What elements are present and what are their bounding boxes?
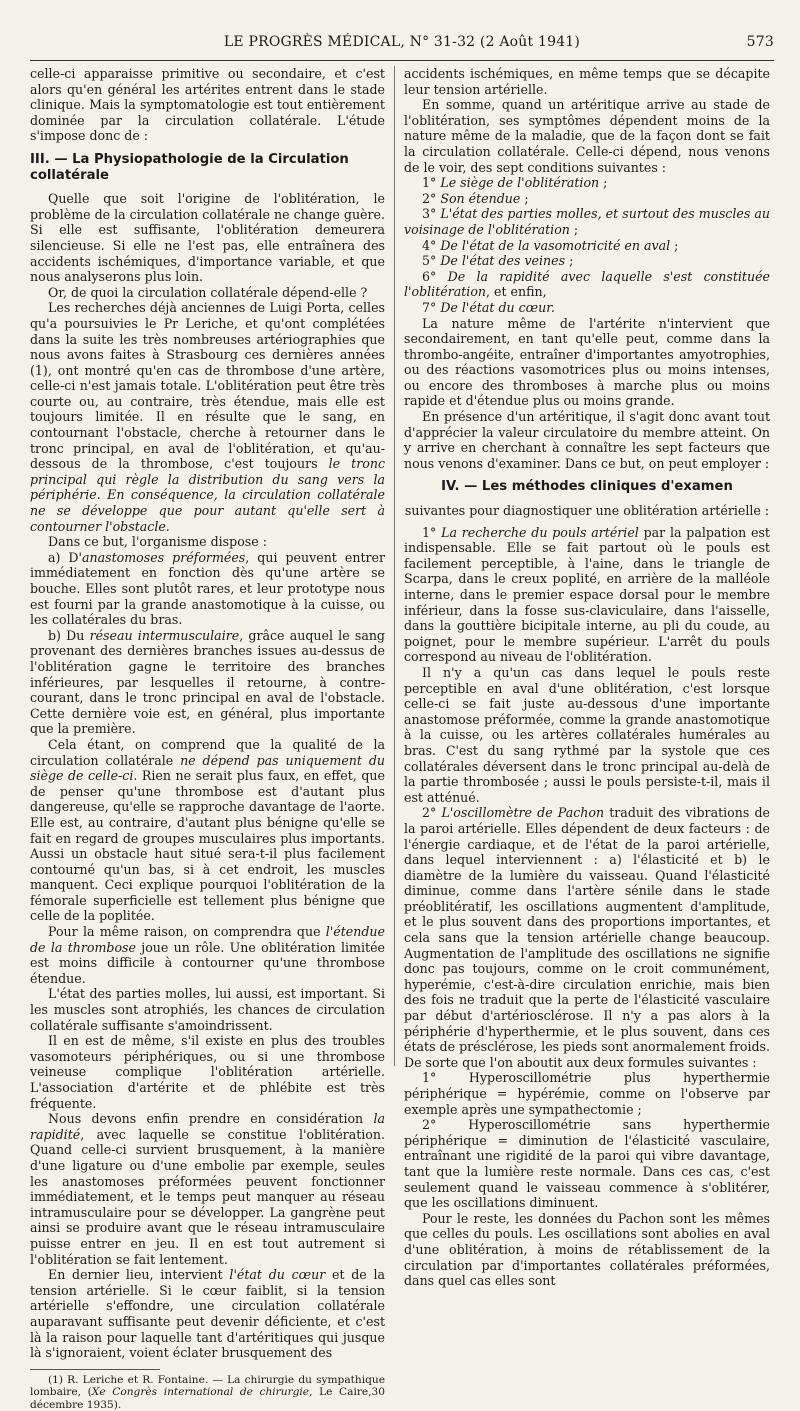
- list-item: [404, 206, 770, 237]
- list-item: [404, 300, 770, 316]
- paragraph: La nature même de l'artérite n'intervient que secondairement, en tant qu'elle peut, comme dans la thrombo-angéite, entraîner d'importantes amyotrophies, ou des réactions vasomotrices plus ou moins intenses, ou encore des thromboses à marche plus ou moins rapide et d'étendue plus ou moins grande.: [404, 315, 770, 409]
- paragraph: [404, 525, 770, 665]
- paragraph: Il n'y a qu'un cas dans lequel le pouls reste perceptible en aval d'une oblitération, c'est lorsque celle-ci se fait juste au-dessous d'une importante anastomose préformée, comme la grande anastomotique à la cuisse, ou les artères collatérales humérales au bras. C'est du sang rythmé par la systole que ces collatérales déversent dans le tronc principal au-delà de la partie thrombosée ; aussi le pouls persiste-t-il, mais il est atténué.: [404, 664, 770, 805]
- list-item: [404, 269, 770, 300]
- italic-run: Son étendue: [440, 190, 521, 206]
- paragraph: En présence d'un artéritique, il s'agit donc avant tout d'apprécier la valeur circulatoire du membre atteint. On y arrive en cherchant à connaître les sept facteurs que nous venons d'examiner. Dans ce but, on peut employer :: [404, 409, 770, 471]
- italic-run: anastomoses préformées: [82, 549, 246, 565]
- text-run: ;: [670, 237, 679, 253]
- text-run: 6°: [422, 268, 448, 284]
- paragraph: En somme, quand un artéritique arrive au stade de l'oblitération, ses symptômes dépendent moins de la nature même de la maladie, que de la façon dont se fait la circulation collatérale. Celle-ci dépend, nous venons de le voir, des sept conditions suivantes :: [404, 97, 770, 175]
- text-run: ;: [520, 190, 529, 206]
- italic-run: L'oscillomètre de Pachon: [441, 805, 605, 821]
- text-run: 7°: [422, 299, 441, 315]
- text-run: traduit des vibrations de la paroi artérielle. Elles dépendent de deux facteurs : de l'énergie cardiaque, et de l'état de la paroi artérielle, dans lequel interviennent : a) l'élasticité et b) le diamètre de la lumière du vaisseau. Quand l'élasticité diminue, comme dans l'artère sénile dans le stade préoblitératif, les oscillations augmentent d'amplitude, et le plus souvent dans des proportions importantes, et cela sans que la tension artérielle change beaucoup. Augmentation de l'amplitude des oscillations ne signifie donc pas toujours, comme on le croit communément, hyperémie, c'est-à-dire circulation enrichie, mais bien des fois ne traduit que la perte de l'élasticité vasculaire par début d'artériosclérose. Il n'y a pas alors à la périphérie d'hyperthermie, et le plus souvent, dans ces états de présclérose, les pieds sont anormalement froids. De sorte que l'on aboutit aux deux formules suivantes :: [404, 805, 770, 1070]
- list-item: [404, 238, 770, 254]
- text-run: et de la tension artérielle. Si le cœur faiblit, si la tension artérielle s'effondre, une circulation collatérale auparavant suffisante peut devenir déficiente, et c'est là la raison pour laquelle tant d'artéritiques qui jusque là s'ignoraient, voient éclater brusquement des: [30, 1267, 386, 1361]
- paragraph: accidents ischémiques, en même temps que se décapite leur tension artérielle.: [404, 66, 770, 97]
- italic-run: réseau intermusculaire: [89, 627, 240, 643]
- right-column: [404, 66, 770, 1289]
- paragraph: L'état des parties molles, lui aussi, est important. Si les muscles sont atrophiés, les chances de circulation collatérale suffisante s'amoindrissent.: [30, 986, 385, 1033]
- italic-run: De la rapidité avec laquelle s'est constituée l'oblitération: [404, 268, 770, 300]
- italic-run: la rapidité: [30, 1111, 385, 1142]
- footnote: [30, 1374, 385, 1411]
- paragraph: [30, 1267, 385, 1361]
- italic-run: De l'état des veines: [440, 253, 566, 269]
- italic-run: Le siège de l'oblitération: [440, 175, 600, 191]
- paragraph: [404, 805, 770, 1070]
- paragraph: Pour le reste, les données du Pachon sont les mêmes que celles du pouls. Les oscillations sont abolies en aval d'une oblitération, à moins de rétablissement de la circulation par d'importantes collatérales préformées, dans quel cas elles sont: [404, 1210, 770, 1289]
- paragraph: [30, 550, 385, 628]
- italic-run: La recherche du pouls artériel: [441, 524, 639, 540]
- text-run: par la palpation est indispensable. Elle se fait partout où le pouls est facilement perceptible, à l'aine, dans le triangle de Scarpa, dans le creux poplité, en arrière de la malléole interne, dans le premier espace dorsal pour le membre inférieur, dans la fosse sus-claviculaire, dans l'aisselle, dans la gouttière bicipitale interne, au pli du coude, au poignet, pour le membre supérieur. L'arrêt du pouls correspond au niveau de l'oblitération.: [404, 524, 770, 665]
- text-run: joue un rôle. Une oblitération limitée est moins difficile à contourner qu'une thrombose étendue.: [30, 939, 385, 986]
- paragraph: [30, 628, 385, 737]
- text-run: 2°: [422, 805, 442, 821]
- paragraph: 2° Hyperoscillométrie sans hyperthermie périphérique = diminution de l'élasticité vasculaire, entraînant une rigidité de la paroi qui vibre davantage, tant que la lumière reste normale. Dans ces cas, c'est seulement quand le vaisseau commence à s'oblitérer, que les oscillations diminuent.: [404, 1117, 770, 1211]
- text-run: , qui peuvent entrer immédiatement en fonction dès qu'une artère se bouche. Elles sont plutôt rares, et leur prototype nous est fourni par la grande anastomotique à la cuisse, ou les collatérales du bras.: [30, 549, 385, 628]
- paragraph: [30, 737, 385, 924]
- page-number: 573: [746, 34, 774, 50]
- text-run: ;: [599, 175, 608, 191]
- paragraph: Dans ce but, l'organisme dispose :: [48, 534, 267, 550]
- text-run: b) Du: [48, 627, 90, 643]
- text-run: ;: [569, 221, 579, 237]
- list-item: [404, 191, 770, 207]
- running-header: [30, 34, 774, 54]
- text-run: . Rien ne serait plus faux, en effet, que de penser qu'une thrombose est d'autant plus dangereuse, qu'elle se rapproche davantage de l'aorte. Elle est, au contraire, d'autant plus bénigne qu'elle se fait en regard de groupes musculaires plus importants. Aussi un obstacle haut situé sera-t-il plus facilement contourné qu'un bas, si à cet endroit, les muscles manquent. Ceci explique pourquoi l'oblitération de la fémorale superficielle est tellement plus bénigne que celle de la poplitée.: [30, 768, 385, 924]
- italic-run: l'état du cœur: [229, 1267, 326, 1283]
- left-column: [30, 66, 386, 1411]
- text-run: En dernier lieu, intervient: [48, 1267, 230, 1283]
- text-run: , Le Caire,30 décembre 1935).: [30, 1386, 386, 1411]
- text-run: , et enfin,: [486, 284, 547, 300]
- section-subtitle: suivantes pour diagnostiquer une oblitération artérielle :: [404, 503, 770, 519]
- column-separator: [394, 66, 395, 1066]
- text-run: (1) R. Leriche et R. Fontaine. — La chirurgie du sympathique lombaire, (: [30, 1373, 385, 1399]
- italic-run: De l'état de la vasomotricité en aval: [440, 237, 671, 253]
- text-run: 2°: [422, 190, 441, 206]
- journal-title: LE PROGRÈS MÉDICAL, N° 31-32 (2 Août 1941): [223, 34, 581, 50]
- paragraph: 1° Hyperoscillométrie plus hyperthermie périphérique = hypérémie, comme on l'observe par exemple après une sympathectomie ;: [404, 1070, 770, 1117]
- italic-run: le tronc principal qui règle la distribution du sang vers la périphérie. En conséquence, la circulation collatérale ne se développe que pour autant qu'elle sert à contourner l'obstacle.: [30, 456, 385, 534]
- header-rule: [30, 60, 774, 61]
- paragraph: [30, 924, 385, 986]
- text-run: , avec laquelle se constitue l'oblitération. Quand celle-ci survient brusquement, à la manière d'une ligature ou d'une embolie par exemple, seules les anastomoses préformées peuvent fonctionner immédiatement, et le temps peut manquer au réseau intramusculaire pour se développer. La gangrène peut ainsi se produire avant que le réseau intramusculaire puisse entrer en jeu. Il en est tout autrement si l'oblitération se fait lentement.: [30, 1126, 385, 1267]
- text-run: 1°: [422, 175, 441, 191]
- italic-run: l'étendue de la thrombose: [30, 924, 385, 955]
- paragraph: Quelle que soit l'origine de l'oblitération, le problème de la circulation collatérale ne change guère. Si elle est suffisante, l'oblitération demeurera silencieuse. Si elle ne l'est pas, elle entraînera des accidents ischémiques, d'importance variable, et que nous analyserons plus loin.: [30, 191, 385, 285]
- paragraph: [30, 300, 385, 534]
- list-item: [404, 253, 770, 269]
- footnote-rule: [30, 1369, 160, 1370]
- italic-run: L'état des parties molles, et surtout des muscles au voisinage de l'oblitération: [404, 206, 770, 237]
- text-run: Cela étant, on comprend que la qualité de la circulation collatérale: [30, 736, 385, 768]
- italic-run: De l'état du cœur.: [440, 299, 555, 315]
- text-run: 5°: [422, 253, 441, 269]
- text-run: Nous devons enfin prendre en considération: [48, 1111, 374, 1127]
- text-run: , grâce auquel le sang provenant des dernières branches issues au-dessus de l'oblitération gagne le territoire des branches inférieures, par lesquelles il retourne, à contre-courant, dans le tronc principal en aval de l'obstacle. Cette dernière voie est, en général, plus importante que la première.: [30, 627, 385, 737]
- paragraph: [30, 1111, 385, 1267]
- italic-run: Xe Congrès international de chirurgie: [91, 1386, 310, 1399]
- text-run: Les recherches déjà anciennes de Luigi Porta, celles qu'a poursuivies le Pr Leriche, et qu'ont complétées dans la suite les très nombreuses artériographies que nous avons faites à Strasbourg ces dernières années (1), ont montré qu'en cas de thrombose d'une artère, celle-ci n'est jamais totale. L'oblitération peut être très courte ou, au contraire, très étendue, mais elle est toujours limitée. Il en résulte que le sang, en contournant l'obstacle, cherche à retourner dans le tronc principal, en aval de l'oblitération, et qu'au-dessous de la thrombose, c'est toujours: [30, 300, 385, 472]
- paragraph: celle-ci apparaisse primitive ou secondaire, et c'est alors qu'en général les artérites entrent dans le stade clinique. Mais la symptomatologie est tout entièrement dominée par la circulation collatérale. L'étude s'impose donc de :: [30, 66, 385, 144]
- section-heading-iii: III. — La Physiopathologie de la Circulation collatérale: [30, 151, 349, 183]
- paragraph: Or, de quoi la circulation collatérale dépend-elle ?: [48, 284, 368, 300]
- text-run: 4°: [422, 237, 441, 253]
- paragraph: Il en est de même, s'il existe en plus des troubles vasomoteurs périphériques, ou si une thrombose veineuse complique l'oblitération artérielle. L'association d'artérite et de phlébite est très fréquente.: [30, 1033, 385, 1111]
- list-item: [404, 175, 770, 191]
- text-run: 3°: [422, 206, 441, 222]
- text-run: 1°: [422, 524, 442, 540]
- text-run: a) D': [48, 549, 82, 565]
- text-run: Pour la même raison, on comprendra que: [48, 924, 326, 940]
- section-heading-iv: IV. — Les méthodes cliniques d'examen: [441, 479, 733, 495]
- text-run: ;: [565, 253, 574, 269]
- italic-run: ne dépend pas uniquement du siège de celle-ci: [30, 752, 385, 784]
